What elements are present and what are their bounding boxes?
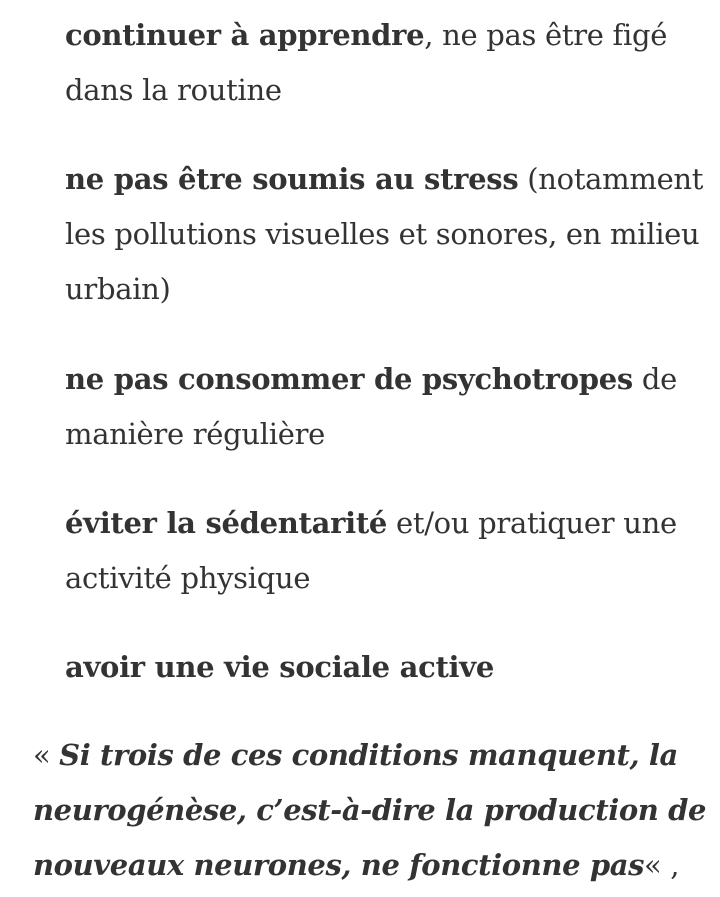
quote-paragraph xyxy=(33,728,713,893)
quote-open-mark: « xyxy=(33,738,60,772)
list-item-text: et/ou pratiquer une activité physique xyxy=(65,506,677,595)
list-item xyxy=(65,152,705,317)
list-item-bold: avoir une vie sociale active xyxy=(65,650,494,684)
list-item xyxy=(65,8,705,118)
list-item-text: , ne pas être figé dans la routine xyxy=(65,18,668,107)
list-item xyxy=(65,352,705,462)
quote-close-mark: « , xyxy=(644,848,680,882)
list-item-text: (notamment les pollutions visuelles et sonores, en milieu urbain) xyxy=(65,162,704,306)
list-item xyxy=(65,496,705,606)
list-item-bold: continuer à apprendre xyxy=(65,18,425,52)
list-item-bold: ne pas être soumis au stress xyxy=(65,162,519,196)
quote-text: Si trois de ces conditions manquent, la neurogénèse, c’est-à-dire la production de nouveaux neurones, ne fonctionne pas xyxy=(33,738,707,882)
list-item-bold: éviter la sédentarité xyxy=(65,506,388,540)
list-item-bold: ne pas consommer de psychotropes xyxy=(65,362,633,396)
list-item xyxy=(65,640,705,695)
list-item-text: de manière régulière xyxy=(65,362,677,451)
